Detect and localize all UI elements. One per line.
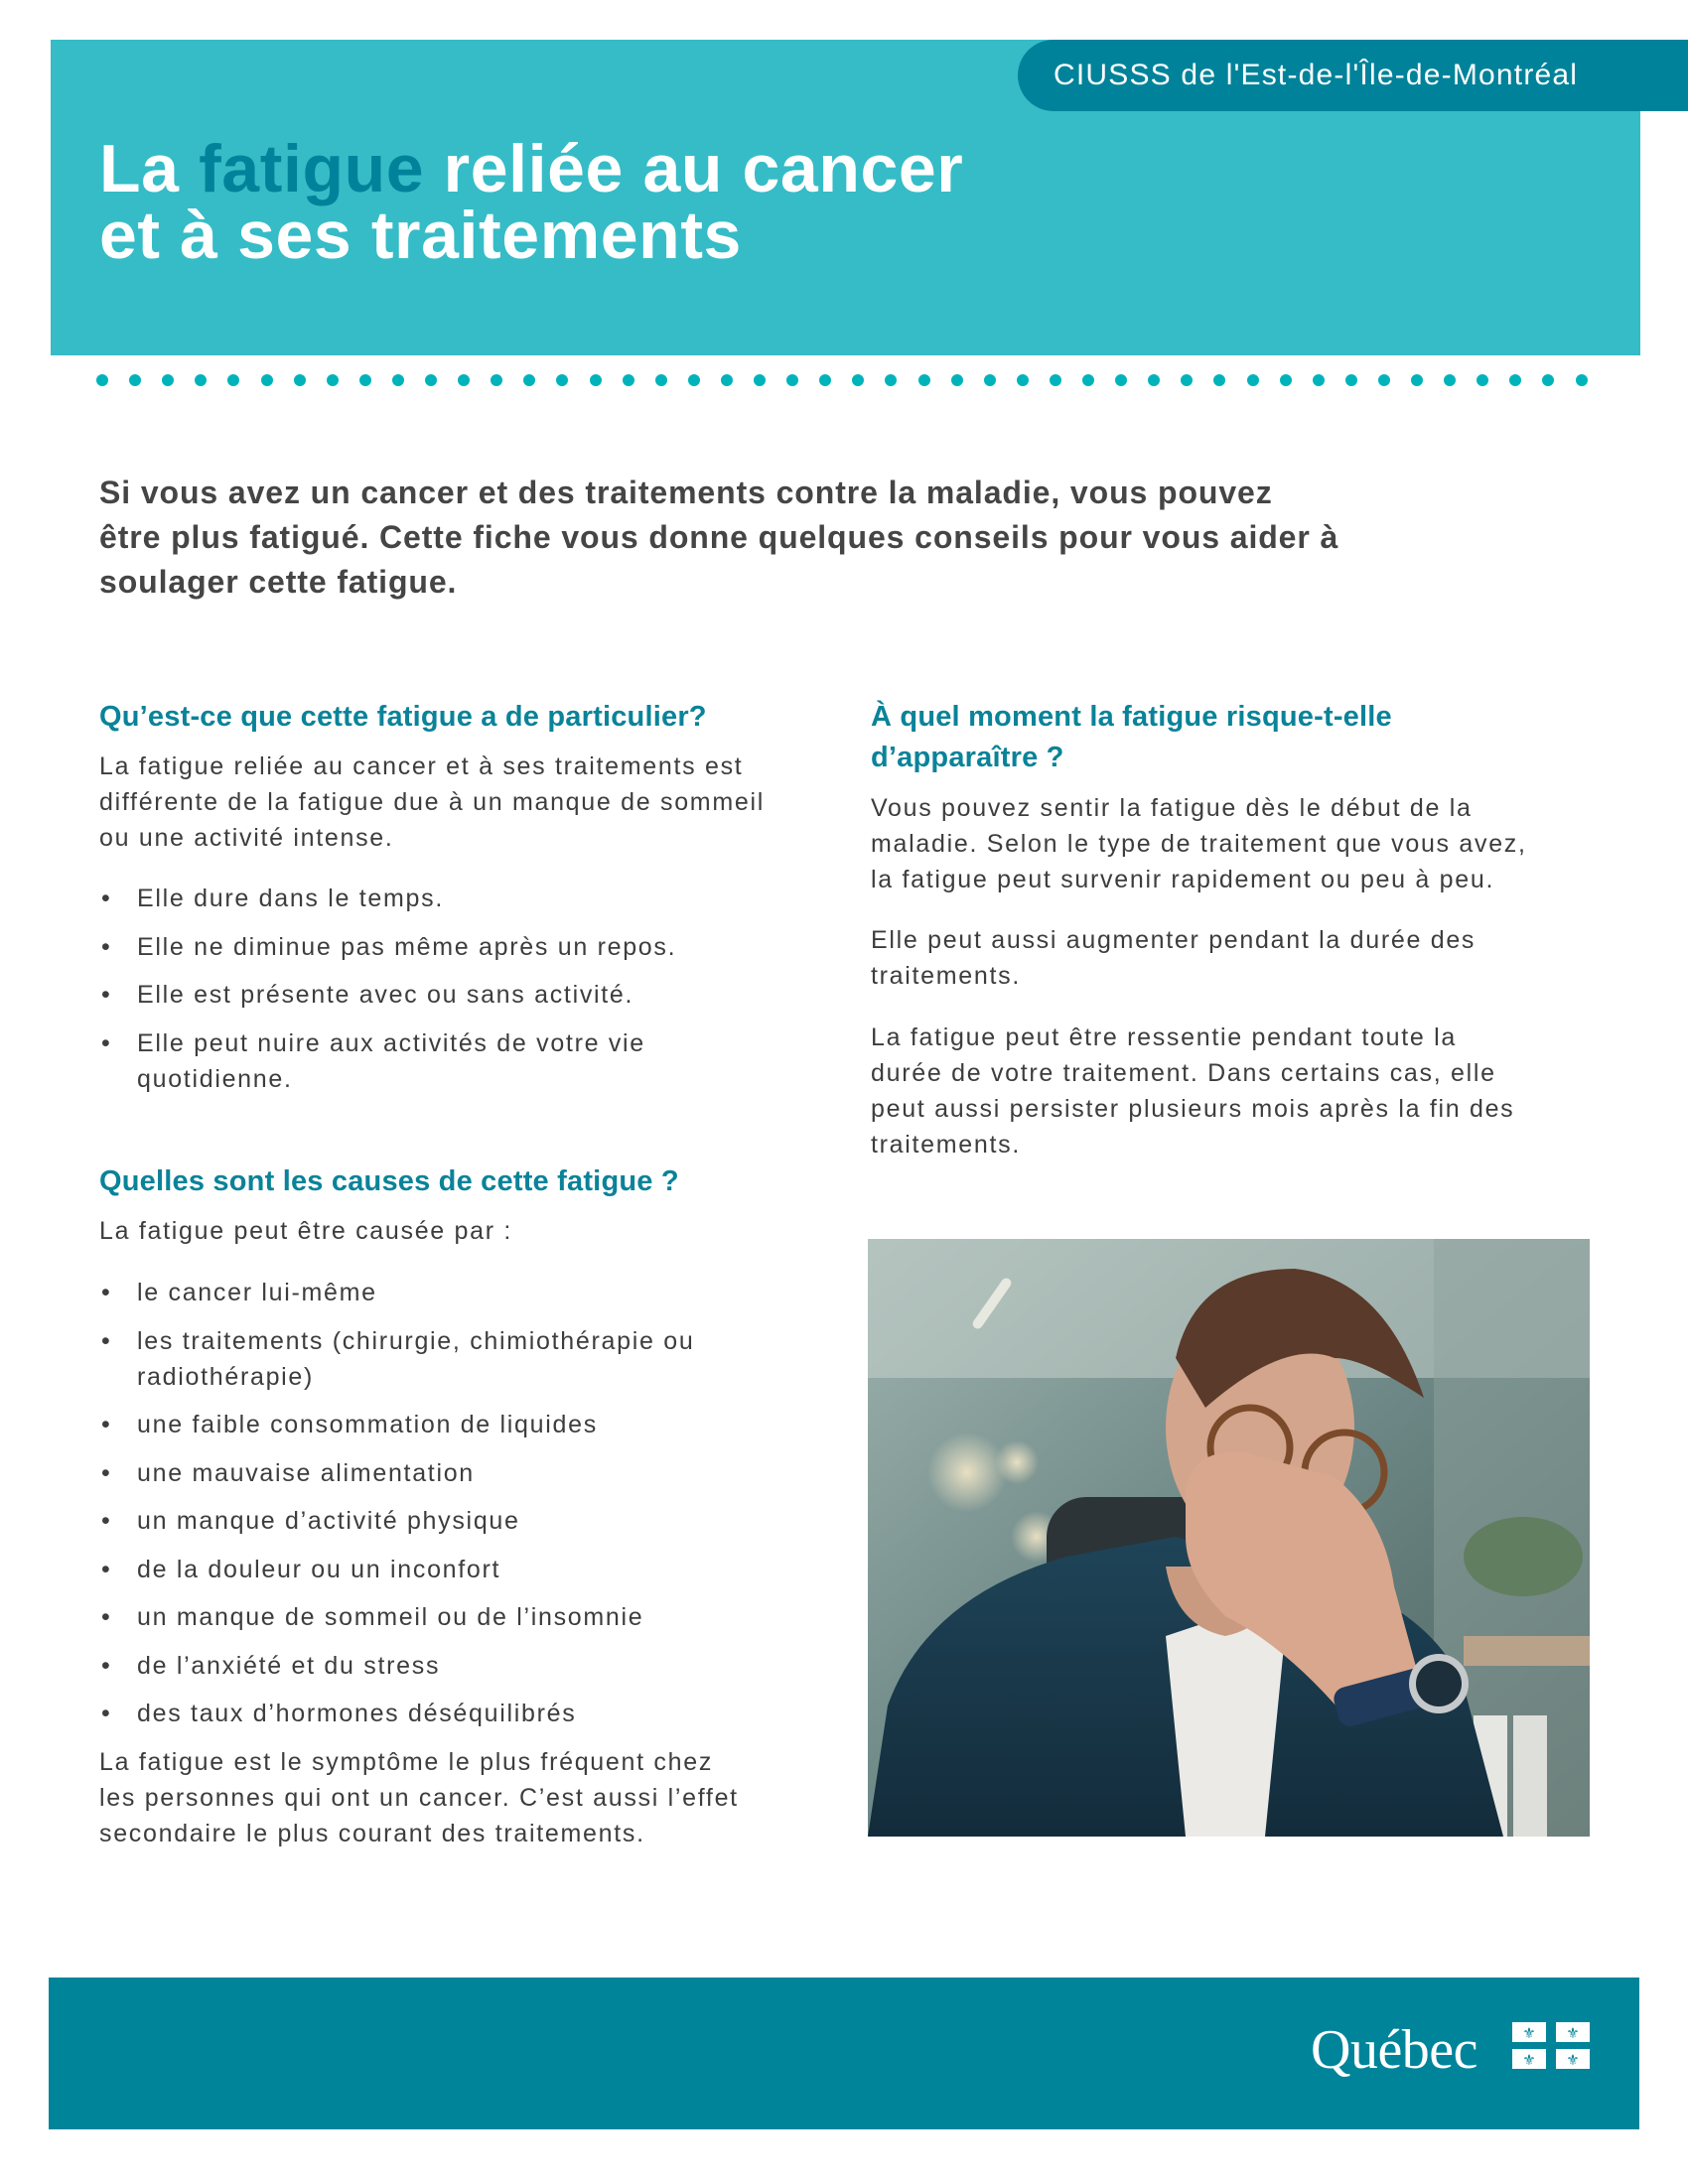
text-line: À quel moment la fatigue risque-t-elle <box>871 701 1392 733</box>
text-line: de l’anxiété et du stress <box>137 1651 441 1680</box>
divider-dot <box>655 374 667 386</box>
page-title <box>99 131 964 273</box>
divider-dot <box>96 374 108 386</box>
title-line-2: et à ses traitements <box>99 198 742 273</box>
divider-dot <box>327 374 339 386</box>
divider-dot <box>590 374 602 386</box>
section-heading-causes: Quelles sont les causes de cette fatigue ? <box>99 1165 679 1197</box>
title-line1-rest: reliée au cancer <box>424 131 964 206</box>
list-item <box>99 1696 814 1731</box>
text-line: peut aussi persister plusieurs mois après la fin des <box>871 1095 1515 1123</box>
bullet-icon: • <box>101 1028 110 1057</box>
text-line: les personnes qui ont un cancer. C’est aussi l’effet <box>99 1784 739 1812</box>
divider-dot <box>1213 374 1225 386</box>
divider-dot <box>1280 374 1292 386</box>
divider-dot <box>556 374 568 386</box>
text-line: un manque d’activité physique <box>137 1507 520 1535</box>
bullet-icon: • <box>101 1555 110 1583</box>
bullet-icon: • <box>101 981 110 1009</box>
divider-dot <box>1181 374 1193 386</box>
timing-paragraph-2 <box>871 922 1476 994</box>
divider-dot <box>623 374 634 386</box>
divider-dot <box>688 374 700 386</box>
text-line: la fatigue peut survenir rapidement ou peu à peu. <box>871 866 1495 893</box>
divider-dot <box>294 374 306 386</box>
divider-dot <box>129 374 141 386</box>
causes-list <box>99 1275 814 1744</box>
divider-dot <box>1509 374 1521 386</box>
organization-tab <box>1018 40 1688 111</box>
text-line: traitements. <box>871 1131 1022 1159</box>
divider-dot <box>786 374 798 386</box>
text-line: soulager cette fatigue. <box>99 564 458 600</box>
divider-dot <box>458 374 470 386</box>
text-line: des taux d’hormones déséquilibrés <box>137 1700 577 1727</box>
fleur-de-lis-flag-icon <box>1512 2022 1590 2069</box>
divider-dot <box>951 374 963 386</box>
divider-dot <box>1444 374 1456 386</box>
intro-paragraph <box>99 471 1338 605</box>
text-line: de la douleur ou un inconfort <box>137 1555 501 1583</box>
causes-closing-paragraph <box>99 1744 739 1851</box>
list-item <box>99 1025 814 1097</box>
list-item <box>99 1552 814 1587</box>
divider-dot <box>1148 374 1160 386</box>
divider-dot <box>195 374 207 386</box>
divider-dot <box>1017 374 1029 386</box>
organization-name: CIUSSS de l'Est-de-l'Île-de-Montréal <box>1054 59 1579 91</box>
text-line: Vous pouvez sentir la fatigue dès le début de la <box>871 794 1473 822</box>
text-line: La fatigue reliée au cancer et à ses traitements est <box>99 752 744 780</box>
text-line: différente de la fatigue due à un manque de sommeil <box>99 788 765 816</box>
list-item <box>99 1407 814 1442</box>
svg-text:⚜: ⚜ <box>1522 2051 1536 2069</box>
divider-dot <box>819 374 831 386</box>
list-item <box>99 1455 814 1491</box>
list-item <box>99 977 814 1013</box>
quebec-logo-text: Québec <box>1311 2019 1478 2081</box>
divider-dot <box>1050 374 1061 386</box>
bullet-icon: • <box>101 1651 110 1680</box>
title-prefix: La <box>99 131 200 206</box>
title-line-1 <box>99 131 964 206</box>
text-line: La fatigue peut être ressentie pendant toute la <box>871 1024 1457 1051</box>
divider-dot <box>1115 374 1127 386</box>
bullet-icon: • <box>101 932 110 961</box>
divider-dot <box>162 374 174 386</box>
svg-text:⚜: ⚜ <box>1566 2024 1580 2042</box>
list-item <box>99 1648 814 1684</box>
divider-dot <box>1345 374 1357 386</box>
text-line: traitements. <box>871 962 1022 990</box>
divider-dot <box>491 374 502 386</box>
divider-dot <box>392 374 404 386</box>
divider-dot <box>918 374 930 386</box>
text-line: une mauvaise alimentation <box>137 1458 475 1487</box>
text-line: ou une activité intense. <box>99 824 394 852</box>
list-item <box>99 929 814 965</box>
list-item <box>99 1503 814 1539</box>
text-line: être plus fatigué. Cette fiche vous donne quelques conseils pour vous aider à <box>99 519 1339 555</box>
dotted-divider <box>96 374 1596 386</box>
divider-dot <box>1576 374 1588 386</box>
text-line: maladie. Selon le type de traitement que vous avez, <box>871 830 1527 858</box>
text-line: un manque de sommeil ou de l’insomnie <box>137 1603 644 1631</box>
text-line: le cancer lui-même <box>137 1279 377 1306</box>
bullet-icon: • <box>101 1458 110 1487</box>
divider-dot <box>1477 374 1488 386</box>
divider-dot <box>984 374 996 386</box>
particularities-list <box>99 881 814 1109</box>
text-line: Elle dure dans le temps. <box>137 885 445 912</box>
section-heading-timing <box>871 697 1392 778</box>
divider-dot <box>261 374 273 386</box>
divider-dot <box>1082 374 1094 386</box>
quebec-logo <box>1311 2019 1599 2082</box>
bullet-icon: • <box>101 1411 110 1438</box>
divider-dot <box>425 374 437 386</box>
timing-paragraph-3 <box>871 1020 1514 1162</box>
list-item <box>99 1323 814 1395</box>
text-line: les traitements (chirurgie, chimiothérapie ou <box>137 1326 695 1355</box>
section-heading-particularities: Qu’est-ce que cette fatigue a de particulier? <box>99 701 707 733</box>
timing-paragraph-1 <box>871 790 1527 897</box>
text-line: Elle ne diminue pas même après un repos. <box>137 932 677 961</box>
list-item <box>99 881 814 916</box>
bullet-icon: • <box>101 1507 110 1535</box>
footer-banner <box>49 1978 1639 2129</box>
list-item <box>99 1599 814 1635</box>
text-line: Si vous avez un cancer et des traitements contre la maladie, vous pouvez <box>99 475 1273 510</box>
text-line: La fatigue est le symptôme le plus fréquent chez <box>99 1748 714 1776</box>
divider-dot <box>1378 374 1390 386</box>
text-line: secondaire le plus courant des traitements. <box>99 1820 645 1847</box>
bullet-icon: • <box>101 1700 110 1727</box>
bullet-icon: • <box>101 1326 110 1355</box>
divider-dot <box>1542 374 1554 386</box>
bullet-icon: • <box>101 1279 110 1306</box>
divider-dot <box>359 374 371 386</box>
text-line: quotidienne. <box>137 1064 293 1093</box>
text-line: Elle peut aussi augmenter pendant la durée des <box>871 926 1477 954</box>
title-accent: fatigue <box>199 131 425 206</box>
divider-dot <box>1313 374 1325 386</box>
divider-dot <box>885 374 897 386</box>
divider-dot <box>721 374 733 386</box>
divider-dot <box>227 374 239 386</box>
causes-lead: La fatigue peut être causée par : <box>99 1217 513 1245</box>
photo-tired-man-icon <box>868 1239 1590 1837</box>
text-line: une faible consommation de liquides <box>137 1411 598 1438</box>
text-line: Elle est présente avec ou sans activité. <box>137 981 634 1009</box>
svg-text:⚜: ⚜ <box>1522 2024 1536 2042</box>
divider-dot <box>754 374 766 386</box>
svg-text:⚜: ⚜ <box>1566 2051 1580 2069</box>
list-item <box>99 1275 814 1310</box>
text-line: radiothérapie) <box>137 1362 315 1391</box>
divider-dot <box>852 374 864 386</box>
bullet-icon: • <box>101 1603 110 1631</box>
text-line: d’apparaître ? <box>871 742 1064 773</box>
divider-dot <box>1247 374 1259 386</box>
text-line: Elle peut nuire aux activités de votre vie <box>137 1028 645 1057</box>
section1-paragraph <box>99 749 765 856</box>
divider-dot <box>523 374 535 386</box>
text-line: durée de votre traitement. Dans certains cas, elle <box>871 1059 1496 1087</box>
divider-dot <box>1411 374 1423 386</box>
bullet-icon: • <box>101 885 110 912</box>
